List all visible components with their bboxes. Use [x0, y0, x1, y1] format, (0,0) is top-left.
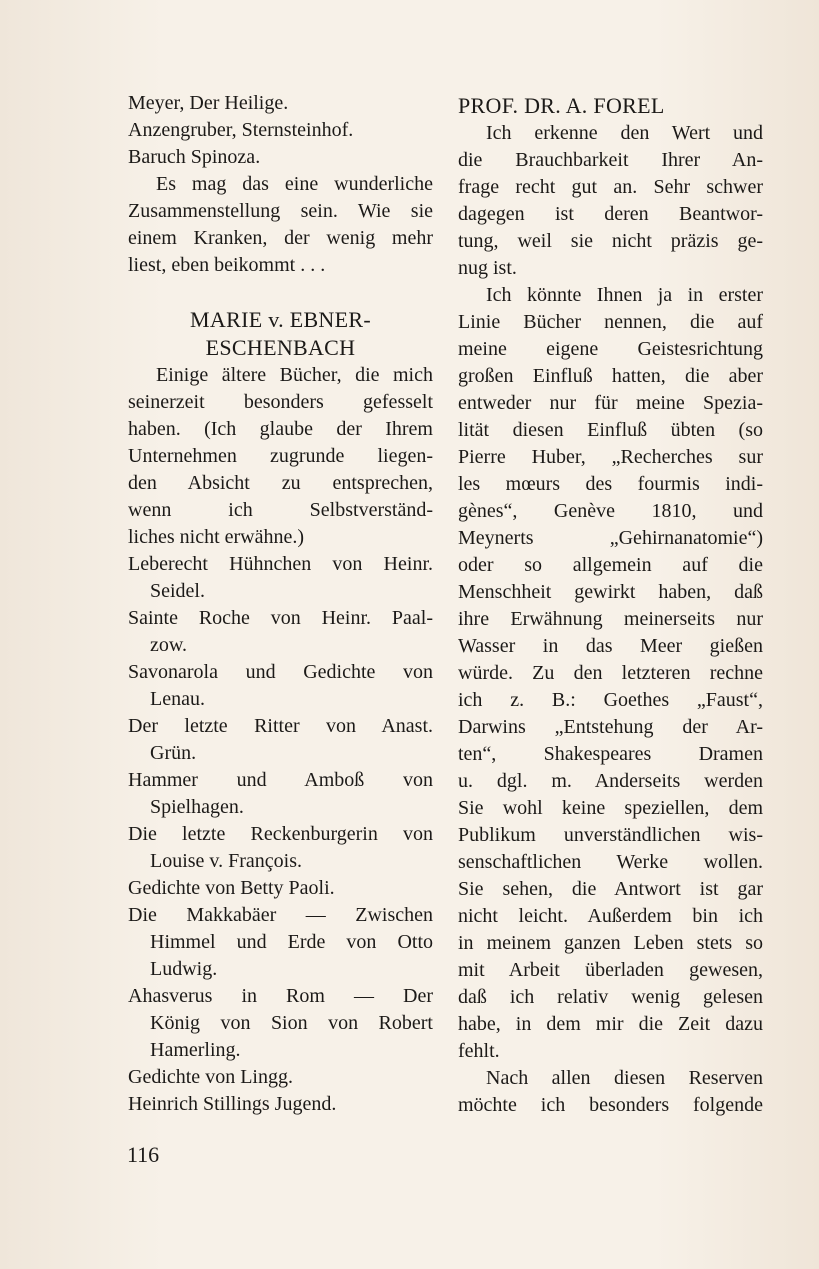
text-line: Hammer und Amboß von: [128, 769, 433, 791]
text-line: Meyer, Der Heilige.: [128, 92, 289, 114]
text-line: lität diesen Einfluß übten (so: [458, 419, 763, 441]
text-line: Gedichte von Betty Paoli.: [128, 877, 335, 899]
list-item: [128, 605, 433, 659]
text-line: gènes“, Genève 1810, und: [458, 500, 763, 522]
section-heading-forel: PROF. DR. A. FOREL: [458, 93, 665, 118]
text-line: oder so allgemein auf die: [458, 554, 763, 576]
text-line: ich z. B.: Goethes „Faust“,: [458, 689, 763, 711]
right-column: [458, 90, 763, 1119]
text-line: König von Sion von Robert: [150, 1012, 433, 1034]
text-line: Die letzte Reckenburgerin von: [128, 823, 433, 845]
text-line: den Absicht zu entsprechen,: [128, 472, 433, 494]
text-line: Ludwig.: [150, 958, 218, 980]
text-line: Wasser in das Meer gießen: [458, 635, 763, 657]
text-line: tung, weil sie nicht präzis ge-: [458, 230, 763, 252]
list-item: [128, 551, 433, 605]
text-line: Leberecht Hühnchen von Heinr.: [128, 553, 433, 575]
text-line: Unternehmen zugrunde liegen-: [128, 445, 433, 467]
text-line: entweder nur für meine Spezia-: [458, 392, 763, 414]
text-line: einem Kranken, der wenig mehr: [128, 227, 433, 249]
text-line: meine eigene Geistesrichtung: [458, 338, 763, 360]
text-line: liest, eben beikommt . . .: [128, 254, 326, 276]
text-line: Louise v. François.: [150, 850, 303, 872]
spacer: [128, 279, 433, 306]
heading-line: MARIE v. EBNER-: [190, 307, 371, 332]
text-line: Menschheit gewirkt haben, daß: [458, 581, 763, 603]
opening-list: [128, 90, 433, 171]
text-line: Der letzte Ritter von Anast.: [128, 715, 433, 737]
paragraph-buecher-nennen: [458, 282, 763, 1065]
text-line: Baruch Spinoza.: [128, 146, 261, 168]
text-line: Lenau.: [150, 688, 205, 710]
text-line: u. dgl. m. Anderseits werden: [458, 770, 763, 792]
list-item: [128, 659, 433, 713]
text-line: möchte ich besonders folgende: [458, 1094, 763, 1116]
list-item: [128, 767, 433, 821]
paragraph-aeltere-buecher: [128, 362, 433, 551]
text-line: Grün.: [150, 742, 197, 764]
heading-line: ESCHENBACH: [205, 335, 356, 360]
text-line: ten“, Shakespeares Dramen: [458, 743, 763, 765]
text-line: Ahasverus in Rom — Der: [128, 985, 433, 1007]
text-line: Savonarola und Gedichte von: [128, 661, 433, 683]
paragraph-brauchbarkeit: [458, 120, 763, 282]
list-item: [128, 875, 433, 902]
text-line: Nach allen diesen Reserven: [486, 1067, 763, 1089]
text-line: habe, in dem mir die Zeit dazu: [458, 1013, 763, 1035]
book-list: [128, 551, 433, 1118]
text-line: daß ich relativ wenig gelesen: [458, 986, 763, 1008]
text-line: Spielhagen.: [150, 796, 244, 818]
text-line: die Brauchbarkeit Ihrer An-: [458, 149, 763, 171]
text-line: Ich könnte Ihnen ja in erster: [486, 284, 763, 306]
list-item: [128, 902, 433, 983]
list-item: [128, 983, 433, 1064]
text-line: Heinrich Stillings Jugend.: [128, 1093, 337, 1115]
text-line: wenn ich Selbstverständ-: [128, 499, 433, 521]
text-line: Zusammenstellung sein. Wie sie: [128, 200, 433, 222]
text-line: Publikum unverständlichen wis-: [458, 824, 763, 846]
text-line: Ich erkenne den Wert und: [486, 122, 763, 144]
text-line: les mœurs des fourmis indi-: [458, 473, 763, 495]
text-line: dagegen ist deren Beantwor-: [458, 203, 763, 225]
text-line: seinerzeit besonders gefesselt: [128, 391, 433, 413]
paragraph-wunderliche: [128, 171, 433, 279]
left-column: [128, 90, 433, 1118]
text-line: mit Arbeit überladen gewesen,: [458, 959, 763, 981]
text-line: Himmel und Erde von Otto: [150, 931, 433, 953]
text-line: Pierre Huber, „Recherches sur: [458, 446, 763, 468]
list-item: [128, 1064, 433, 1091]
text-line: haben. (Ich glaube der Ihrem: [128, 418, 433, 440]
text-line: Darwins „Entstehung der Ar-: [458, 716, 763, 738]
text-line: Sainte Roche von Heinr. Paal-: [128, 607, 433, 629]
list-item: [128, 1091, 433, 1118]
list-item: [128, 713, 433, 767]
text-line: ihre Erwähnung meinerseits nur: [458, 608, 763, 630]
text-line: Es mag das eine wunderliche: [156, 173, 433, 195]
text-line: Anzengruber, Sternsteinhof.: [128, 119, 354, 141]
text-line: zow.: [150, 634, 188, 656]
text-line: frage recht gut an. Sehr schwer: [458, 176, 763, 198]
text-line: Linie Bücher nennen, die auf: [458, 311, 763, 333]
text-line: Die Makkabäer — Zwischen: [128, 904, 433, 926]
text-line: senschaftlichen Werke wollen.: [458, 851, 763, 873]
text-line: in meinem ganzen Leben stets so: [458, 932, 763, 954]
list-item: [128, 821, 433, 875]
text-line: nug ist.: [458, 257, 517, 279]
text-line: Sie wohl keine speziellen, dem: [458, 797, 763, 819]
page-number: 116: [127, 1142, 160, 1167]
text-line: Sie sehen, die Antwort ist gar: [458, 878, 763, 900]
text-line: Einige ältere Bücher, die mich: [156, 364, 433, 386]
section-heading-ebner-eschenbach: [128, 306, 433, 362]
text-line: Meynerts „Gehirnanatomie“): [458, 527, 763, 549]
text-line: großen Einfluß hatten, die aber: [458, 365, 763, 387]
text-line: Gedichte von Lingg.: [128, 1066, 293, 1088]
text-line: Hamerling.: [150, 1039, 241, 1061]
text-line: Seidel.: [150, 580, 205, 602]
text-line: würde. Zu den letzteren rechne: [458, 662, 763, 684]
text-line: fehlt.: [458, 1040, 500, 1062]
text-line: nicht leicht. Außerdem bin ich: [458, 905, 763, 927]
text-line: liches nicht erwähne.): [128, 526, 305, 548]
paragraph-reserven: [458, 1065, 763, 1119]
